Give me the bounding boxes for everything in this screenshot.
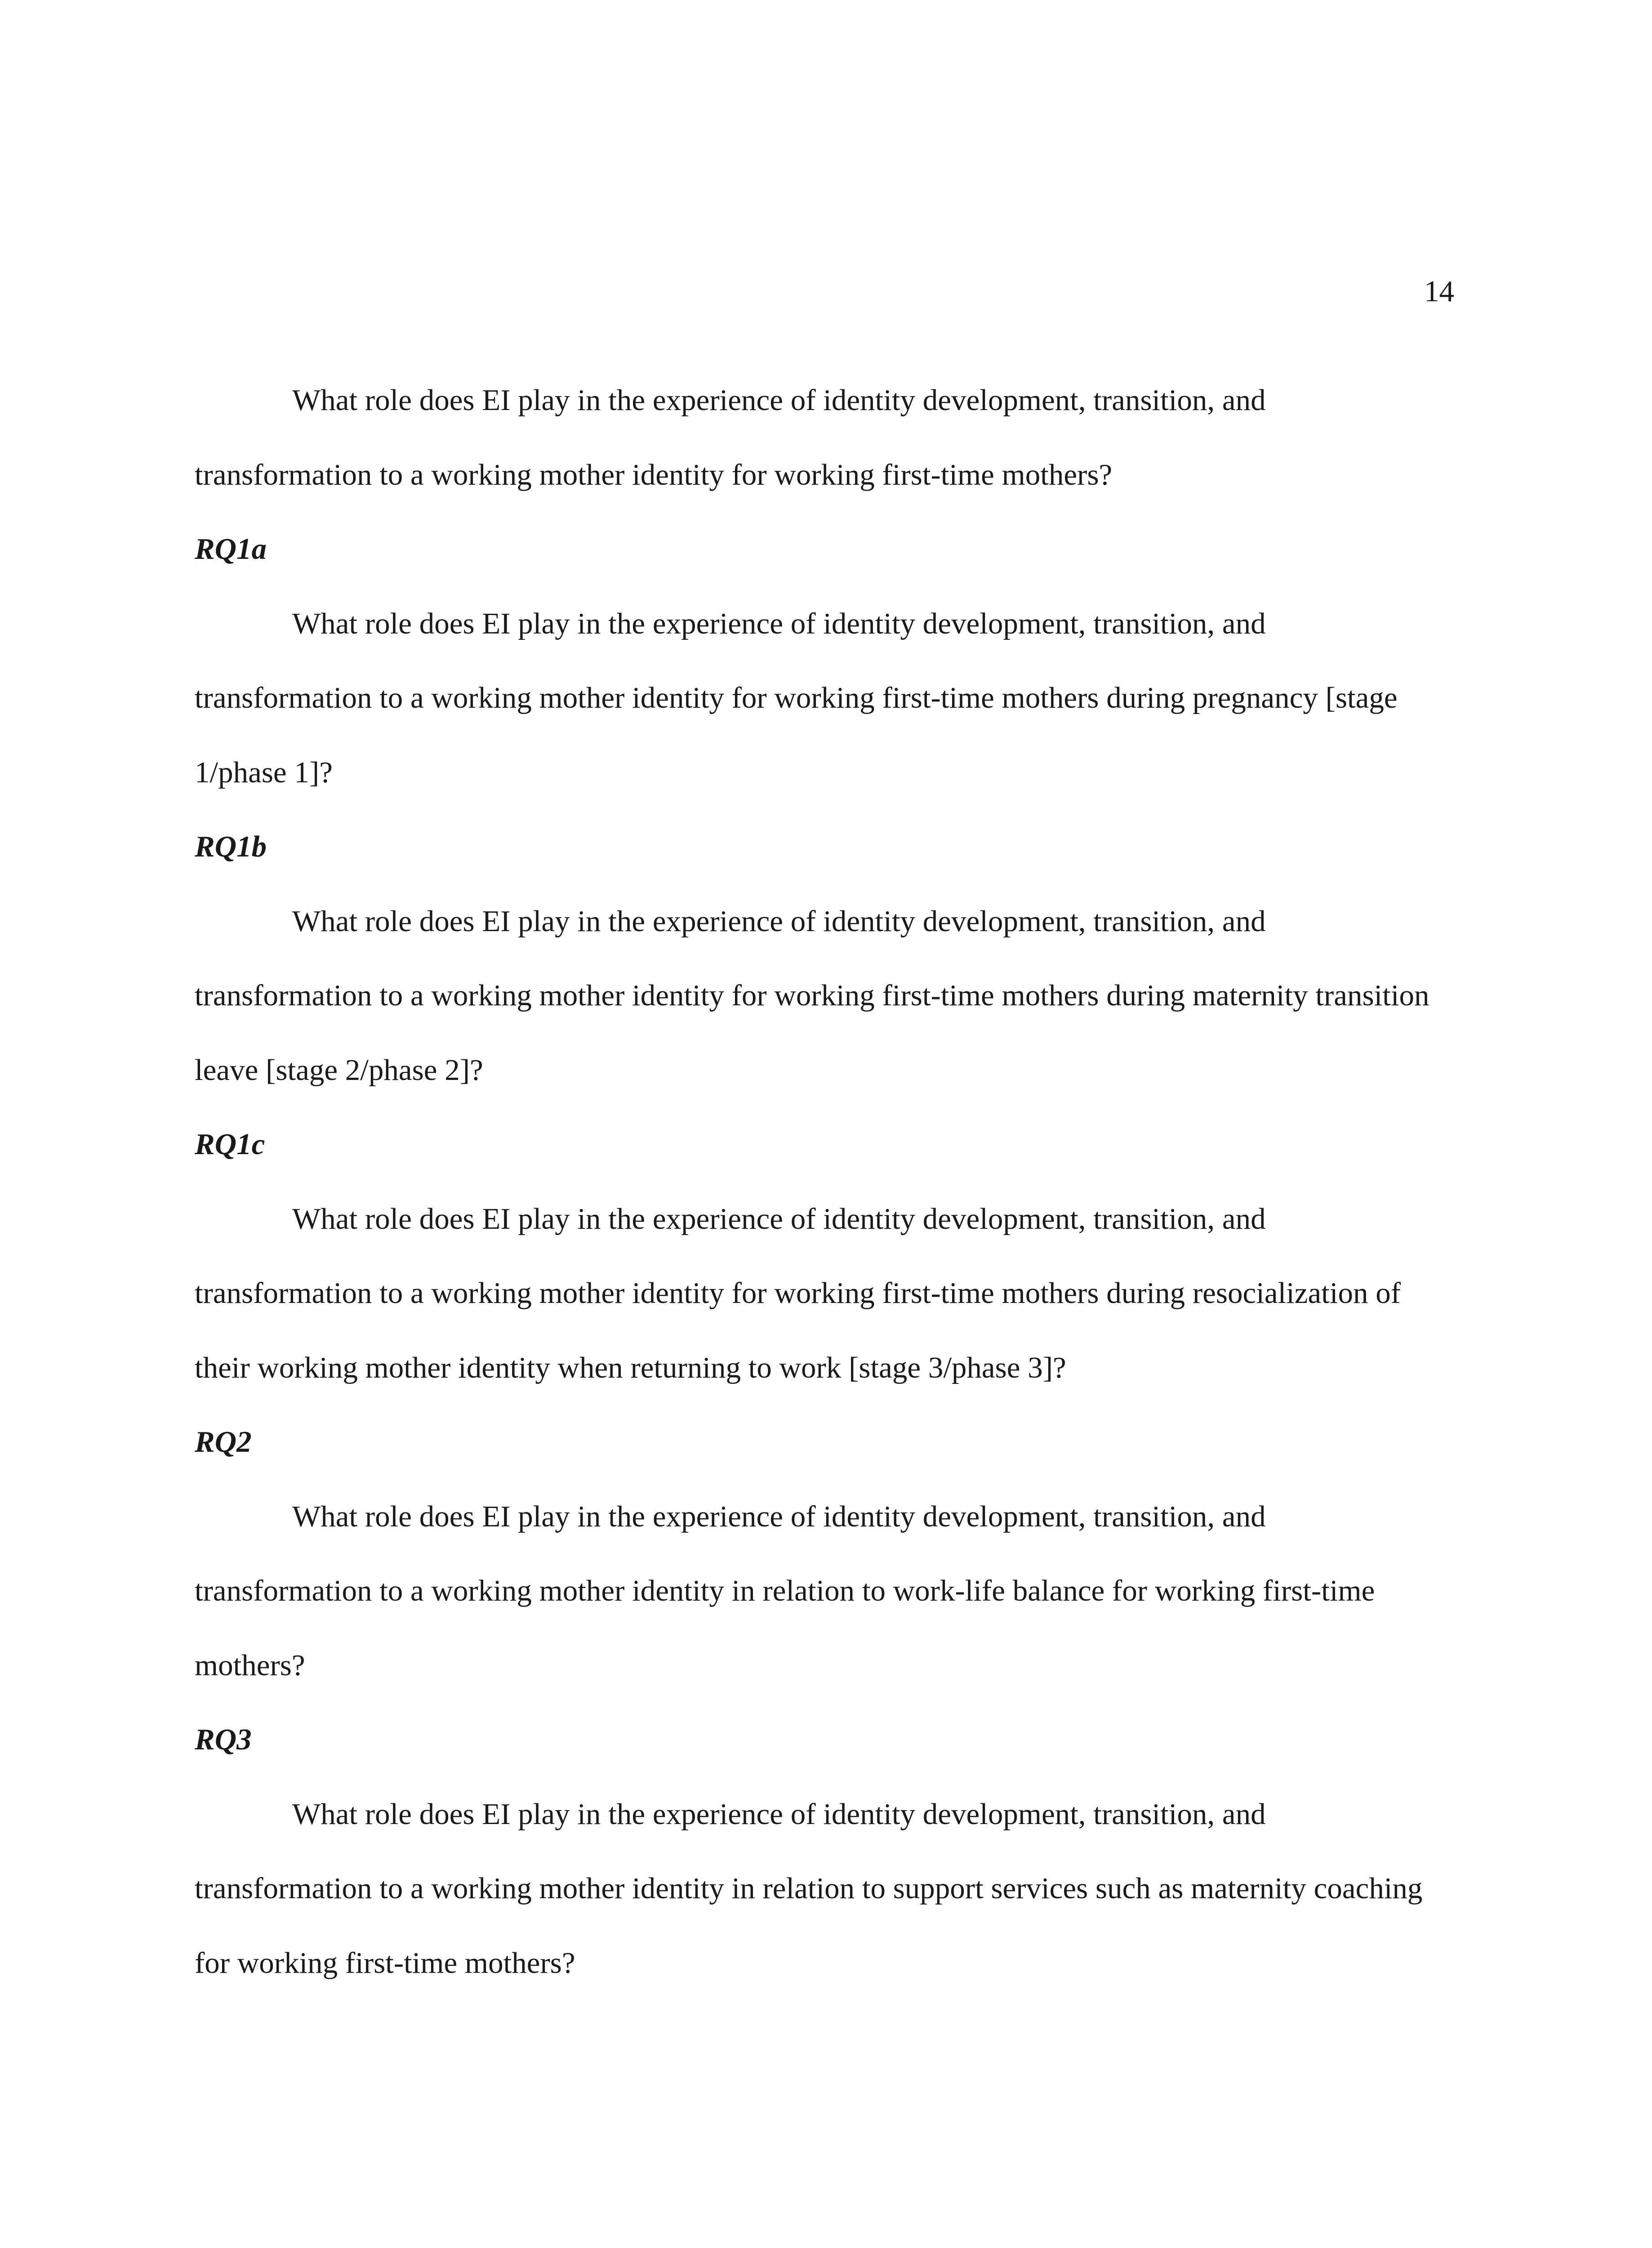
- research-questions-section: [195, 363, 1449, 2000]
- rq3-heading: RQ3: [195, 1723, 252, 1756]
- rq3-paragraph: What role does EI play in the experience of identity development, transition, and transformation to a working mother identity in relation to support services such as maternity coaching for working first-time mothers?: [195, 1797, 1423, 1980]
- rq1c-heading: RQ1c: [195, 1128, 265, 1161]
- intro-question-paragraph: What role does EI play in the experience of identity development, transition, and transformation to a working mother identity for working first-time mothers?: [195, 384, 1266, 491]
- rq1b-heading: RQ1b: [195, 830, 267, 863]
- rq2-paragraph: What role does EI play in the experience of identity development, transition, and transformation to a working mother identity in relation to work-life balance for working first-time mothers?: [195, 1499, 1375, 1682]
- rq2-heading: RQ2: [195, 1425, 252, 1459]
- rq1c-paragraph: What role does EI play in the experience of identity development, transition, and transformation to a working mother identity for working first-time mothers during resocialization of their working mother identity when returning to work [stage 3/phase 3]?: [195, 1202, 1401, 1384]
- rq1a-heading: RQ1a: [195, 532, 267, 566]
- rq1b-paragraph: What role does EI play in the experience of identity development, transition, and transformation to a working mother identity for working first-time mothers during maternity transition leave [stage 2/phase 2]?: [195, 904, 1429, 1087]
- page-number: 14: [1424, 275, 1454, 308]
- rq1a-paragraph: What role does EI play in the experience of identity development, transition, and transformation to a working mother identity for working first-time mothers during pregnancy [stage 1/phase 1]?: [195, 607, 1398, 789]
